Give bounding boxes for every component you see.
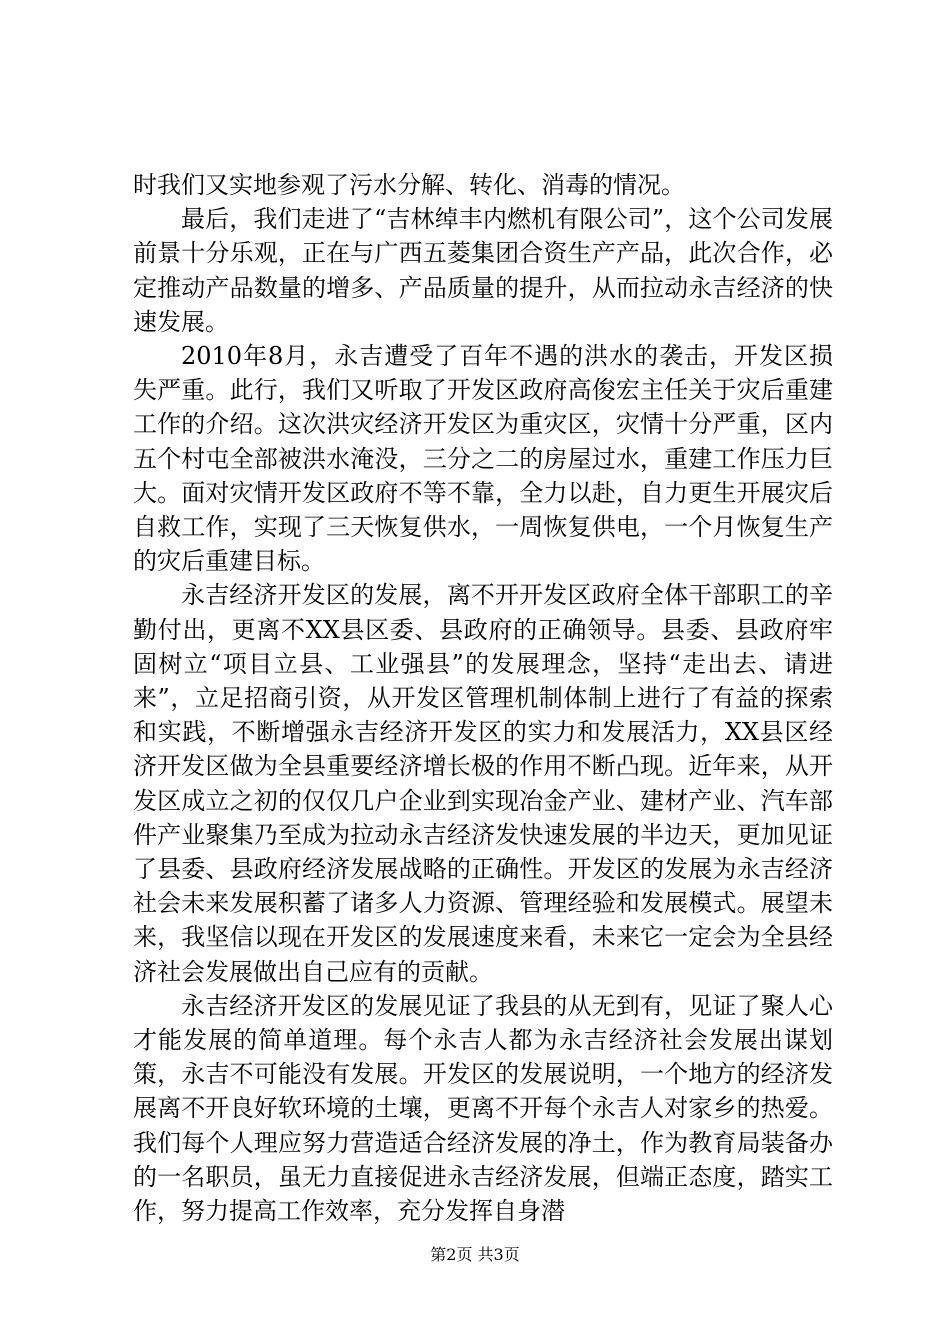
paragraph-1: 时我们又实地参观了污水分解、转化、消毒的情况。 (133, 171, 685, 199)
paragraph-4: 永吉经济开发区的发展，离不开开发区政府全体干部职工的辛勤付出，更离不XX县区委、县政府的正确领导。县委、县政府牢固树立“项目立县、工业强县”的发展理念，坚持“走出去、请进来”，立足招商引资，从开发区管理机制体制上进行了有益的探索和实践，不断增强永吉经济开发区的实力和发展活力，XX县区经济开发区做为全县重要经济增长极的作用不断凸现。近年来，从开发区成立之初的仅仅几户企业到实现冶金产业、建材产业、汽车部件产业聚集乃至成为拉动永吉经济发快速发展的半边天，更加见证了县委、县政府经济发展战略的正确性。开发区的发展为永吉经济社会未来发展积蓄了诸多人力资源、管理经验和发展模式。展望未来，我坚信以现在开发区的发展速度来看，未来它一定会为全县经济社会发展做出自己应有的贡献。 (133, 581, 833, 986)
paragraph-5: 永吉经济开发区的发展见证了我县的从无到有，见证了聚人心才能发展的简单道理。每个永吉人都为永吉经济社会发展出谋划策，永吉不可能没有发展。开发区的发展说明，一个地方的经济发展离不开良好软环境的土壤，更离不开每个永吉人对家乡的热爱。我们每个人理应努力营造适合经济发展的净土，作为教育局装备办的一名职员，虽无力直接促进永吉经济发展，但端正态度，踏实工作，努力提高工作效率，充分发挥自身潜 (133, 991, 833, 1226)
paragraph-2: 最后，我们走进了“吉林绰丰内燃机有限公司”，这个公司发展前景十分乐观，正在与广西五菱集团合资生产产品，此次合作，必定推动产品数量的增多、产品质量的提升，从而拉动永吉经济的快速发展。 (133, 205, 833, 336)
page-footer: 第2页 共3页 (430, 1245, 520, 1264)
paragraph-3: 2010年8月，永吉遭受了百年不遇的洪水的袭击，开发区损失严重。此行，我们又听取了开发区政府高俊宏主任关于灾后重建工作的介绍。这次洪灾经济开发区为重灾区，灾情十分严重，区内五个村屯全部被洪水淹没，三分之二的房屋过水，重建工作压力巨大。面对灾情开发区政府不等不靠，全力以赴，自力更生开展灾后自救工作，实现了三天恢复供水，一周恢复供电，一个月恢复生产的灾后重建目标。 (133, 342, 833, 576)
document-body (133, 168, 833, 1228)
